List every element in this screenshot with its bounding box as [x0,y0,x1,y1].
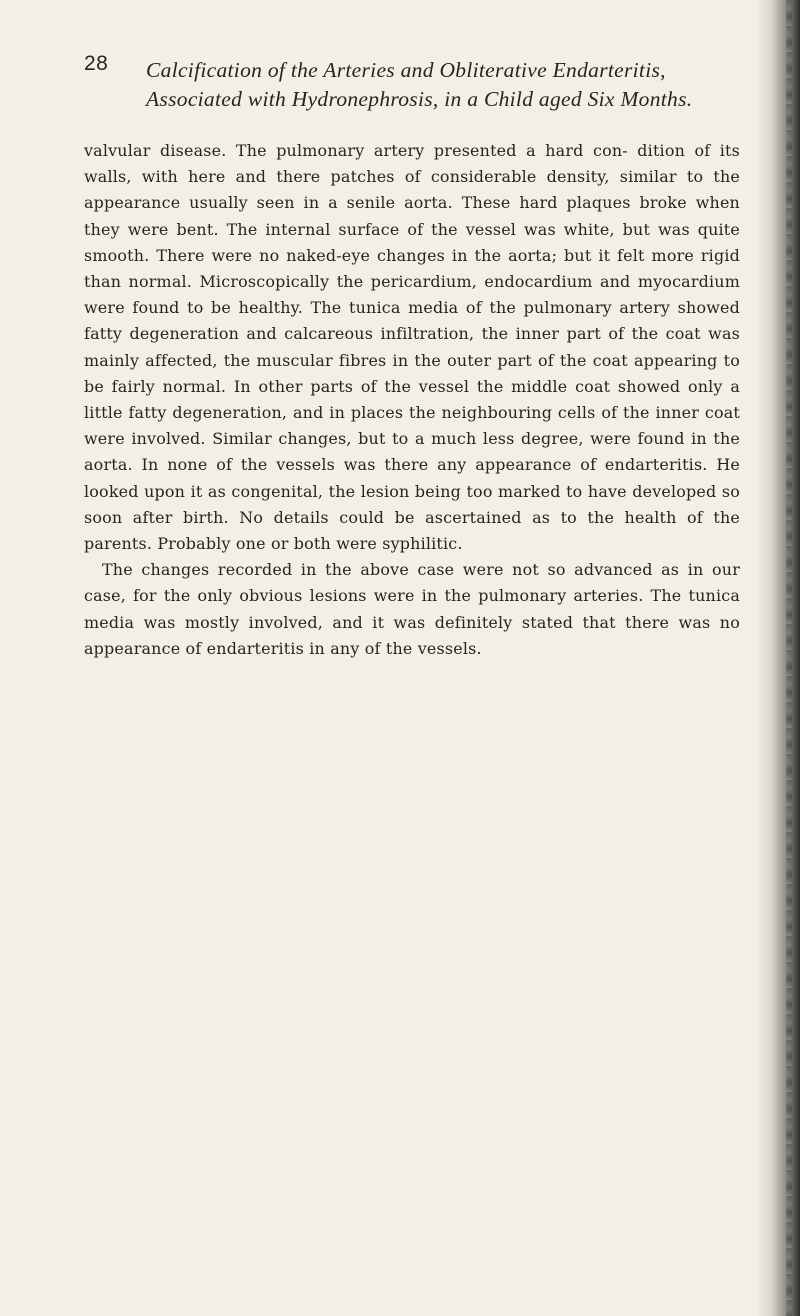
paragraph-2: The changes recorded in the above case were not so advanced as in our case, for the only obvious lesions were in the pulmonary arteries. The tunica media was mostly involved, and it was definitely stated that there was no appearance of endarteritis in any of the vessels. [84,560,740,658]
body-text [84,138,740,662]
page-number: 28 [84,52,109,75]
running-head [146,56,746,114]
running-head-line-2: Associated with Hydronephrosis, in a Child aged Six Months. [146,87,693,111]
page-binding-shadow [786,0,792,1316]
paragraph-1: valvular disease. The pulmonary artery presented a hard con- dition of its walls, with here and there patches of considerable density, similar to the appearance usually seen in a senile aorta. These hard plaques broke when they were bent. The internal surface of the vessel was white, but was quite smooth. There were no naked-eye changes in the aorta; but it felt more rigid than normal. Microscopically the pericardium, endocardium and myocardium were found to be healthy. The tunica media of the pulmonary artery showed fatty degeneration and calcareous infiltration, the inner part of the coat was mainly affected, the muscular fibres in the outer part of the coat appearing to be fairly normal. In other parts of the vessel the middle coat showed only a little fatty degeneration, and in places the neighbouring cells of the inner coat were involved. Similar changes, but to a much less degree, were found in the aorta. In none of the vessels was there any appearance of endarteritis. He looked upon it as congenital, the lesion being too marked to have developed so soon after birth. No details could be ascertained as to the health of the parents. Probably one or both were syphilitic. [84,141,740,554]
page-binding-edge [756,0,800,1316]
running-head-line-1: Calcification of the Arteries and Obliterative Endarteritis, [146,58,666,82]
